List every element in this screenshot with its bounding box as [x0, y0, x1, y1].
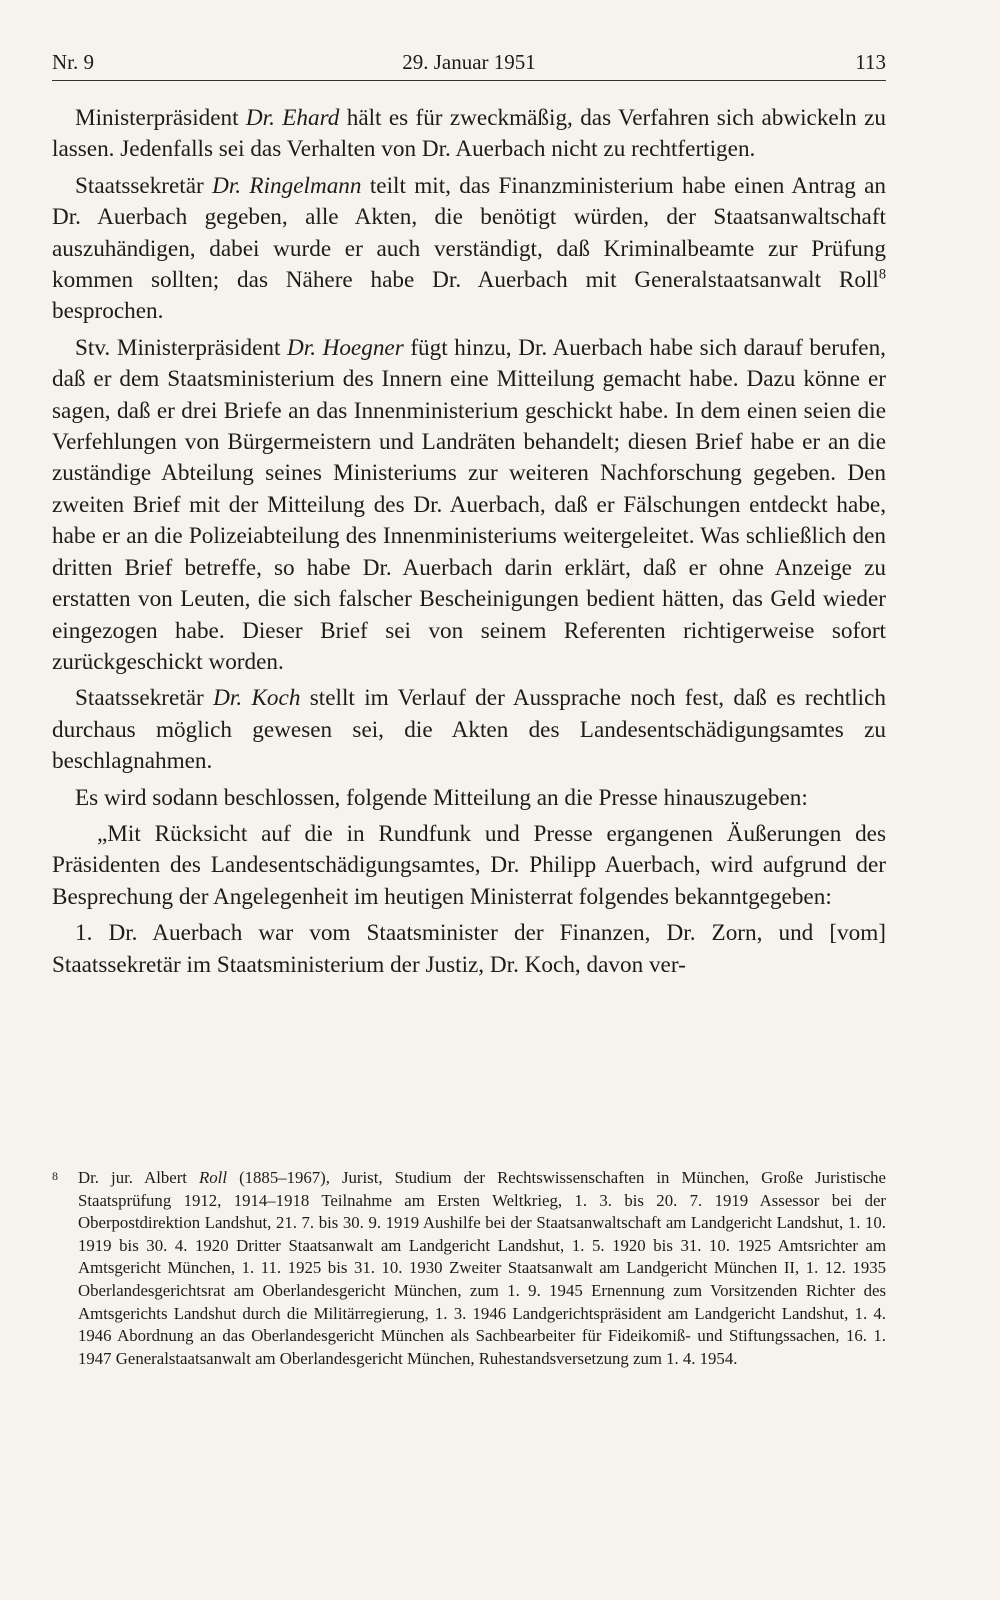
text-run: Ministerpräsident — [75, 105, 246, 131]
text-run: Staatssekretär — [75, 685, 214, 712]
person-name: Roll — [199, 1168, 227, 1187]
text-run: „Mit Rücksicht auf die in Rundfunk und Presse ergangenen Äußerungen des Präsidenten des Landesentschädigungsamtes, Dr. Philipp Auerbach, wird aufgrund der Besprechung der Angelegenheit im heutigen Ministerrat folgendes bekanntgegeben: — [52, 820, 886, 910]
footnote-ref[interactable]: 8 — [878, 266, 886, 283]
text-run: Staatssekretär — [75, 172, 213, 199]
footnote-text — [78, 1167, 886, 1370]
footnotes — [52, 1167, 886, 1370]
session-date: 29. Januar 1951 — [402, 50, 536, 74]
text-run: Stv. Ministerpräsident — [75, 334, 287, 361]
text-run: Dr. jur. Albert — [78, 1168, 200, 1187]
text-run: teilt mit, das Finanzministerium habe einen Antrag an Dr. Auerbach gegeben, alle Akten, die benötigt würden, der Staatsanwaltschaft auszuhändigen, dabei wurde er auch verständigt, daß Kriminalbeamte zur Prüfung kommen sollten; das Nähere habe Dr. Auerbach mit Generalstaatsanwalt Roll — [52, 172, 887, 294]
text-run: Es wird sodann beschlossen, folgende Mitteilung an die Presse hinauszugeben: — [75, 784, 808, 811]
paragraph — [52, 171, 886, 328]
footnote-mark: 8 — [52, 1169, 58, 1183]
paragraph — [52, 333, 886, 678]
person-name: Dr. Ehard — [245, 105, 340, 131]
issue-number: Nr. 9 — [52, 50, 94, 74]
footnote — [52, 1167, 886, 1370]
text-run: 1. Dr. Auerbach war vom Staatsminister der Finanzen, Dr. Zorn, und [vom] Staatssekretär im Staatsministerium der Justiz, Dr. Koch, davon ver- — [52, 920, 886, 978]
text-run: hält es für zweckmäßig, das Verfahren sich abwickeln zu lassen. Jedenfalls sei das Verhalten von Dr. Auerbach nicht zu rechtfertigen. — [52, 105, 886, 163]
running-head — [52, 40, 886, 81]
paragraph — [52, 819, 886, 913]
document-page — [52, 40, 886, 1570]
person-name: Dr. Hoegner — [287, 334, 404, 361]
body-text — [52, 103, 886, 981]
text-run: stellt im Verlauf der Aussprache noch fest, daß es rechtlich durchaus möglich gewesen sei, die Akten des Landesentschädigungsamtes zu beschlagnahmen. — [52, 685, 887, 775]
text-run: fügt hinzu, Dr. Auerbach habe sich darauf berufen, daß er dem Staatsministerium des Innern eine Mitteilung gemacht habe. Dazu könne er sagen, daß er drei Briefe an das Innenministerium geschickt habe. In dem einen seien die Verfehlungen von Bürgermeistern und Landräten behandelt; diesen Brief habe er an die zuständige Abteilung seines Ministeriums zur weiteren Nachforschung gegeben. Den zweiten Brief mit der Mitteilung des Dr. Auerbach, daß er Fälschungen entdeckt habe, habe er an die Polizeiabteilung des Innenministeriums weitergeleitet. Was schließlich den dritten Brief betreffe, so habe Dr. Auerbach darin erklärt, daß er ohne Anzeige zu erstatten von Leuten, die sich falscher Bescheinigungen bedient hätten, das Geld wieder eingezogen habe. Dieser Brief sei von seinem Referenten richtigerweise sofort zurückgeschickt worden. — [52, 334, 886, 675]
person-name: Dr. Ringelmann — [212, 172, 362, 199]
paragraph — [52, 683, 886, 777]
text-run: besprochen. — [52, 298, 164, 325]
page-number: 113 — [855, 50, 886, 74]
text-run: (1885–1967), Jurist, Studium der Rechtswissenschaften in München, Große Juristische Staatsprüfung 1912, 1914–1918 Teilnahme am Ersten Weltkrieg, 1. 3. bis 20. 7. 1919 Assessor bei der Oberpostdirektion Landshut, 21. 7. bis 30. 9. 1919 Aushilfe bei der Staatsanwaltschaft am Landgericht Landshut, 1. 10. 1919 bis 30. 4. 1920 Dritter Staatsanwalt am Landgericht Landshut, 1. 5. 1920 bis 31. 10. 1925 Amtsrichter am Amtsgericht München, 1. 11. 1925 bis 31. 10. 1930 Zweiter Staatsanwalt am Landgericht München II, 1. 12. 1935 Oberlandesgerichtsrat am Oberlandesgericht München, zum 1. 9. 1945 Ernennung zum Vorsitzenden Richter des Amtsgerichts Landshut durch die Militärregierung, 1. 3. 1946 Landgerichtspräsident am Landgericht Landshut, 1. 4. 1946 Abordnung an das Oberlandesgericht München als Sachbearbeiter für Fideikomiß- und Stiftungssachen, 16. 1. 1947 Generalstaatsanwalt am Oberlandesgericht München, Ruhestandsversetzung zum 1. 4. 1954. — [78, 1168, 886, 1368]
person-name: Dr. Koch — [213, 685, 301, 712]
paragraph — [52, 918, 886, 981]
paragraph — [52, 103, 886, 166]
paragraph — [52, 783, 886, 814]
